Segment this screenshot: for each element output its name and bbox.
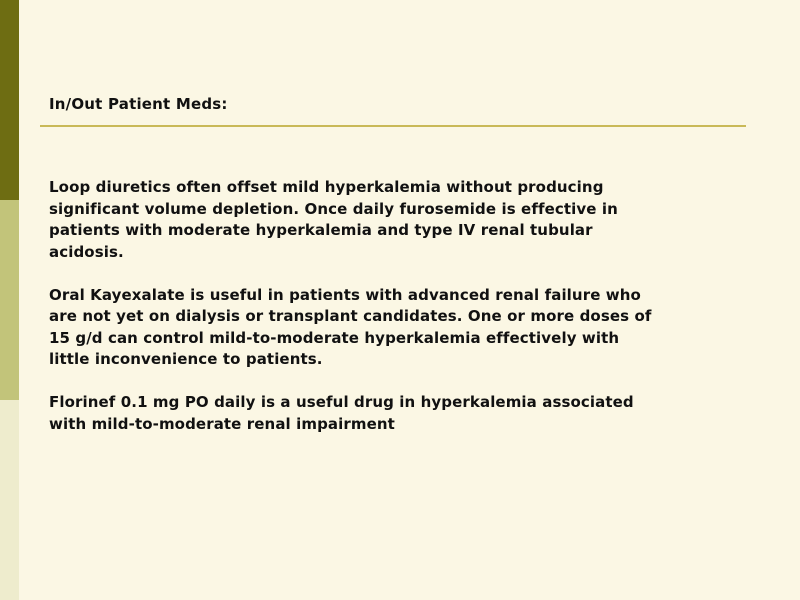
paragraph-kayexalate: Oral Kayexalate is useful in patients with advanced renal failure who are not yet on dialysis or transplant candidates. One or more doses of 15 g/d can control mild-to-moderate hyperkalemia effectively with little inconvenience to patients. [49, 285, 652, 368]
title-divider [40, 125, 746, 127]
slide-body [49, 177, 749, 457]
paragraph-florinef: Florinef 0.1 mg PO daily is a useful drug in hyperkalemia associated with mild-to-moderate renal impairment [49, 393, 634, 433]
accent-segment-light [0, 400, 19, 600]
slide-title: In/Out Patient Meds: [49, 95, 228, 113]
paragraph-loop-diuretics: Loop diuretics often offset mild hyperkalemia without producing significant volume depletion. Once daily furosemide is effective in patients with moderate hyperkalemia and type IV renal tubular acidosis. [49, 178, 618, 261]
left-accent-bar [0, 0, 19, 600]
accent-segment-mid [0, 200, 19, 400]
accent-segment-dark [0, 0, 19, 200]
